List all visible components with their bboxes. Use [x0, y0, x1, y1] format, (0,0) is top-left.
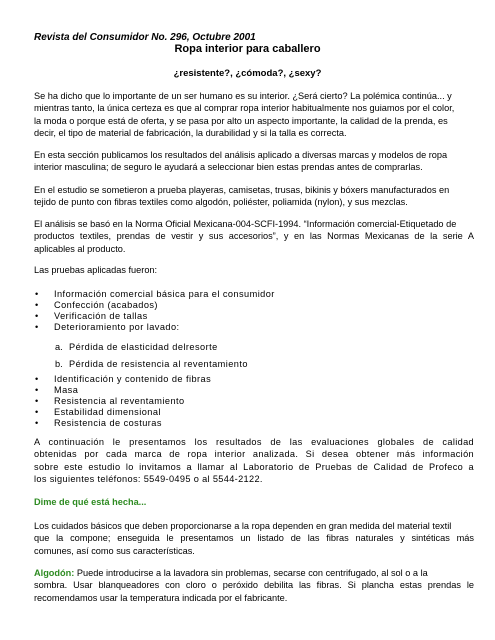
tests-intro: Las pruebas aplicadas fueron: — [34, 265, 158, 275]
cotton-paragraph: Algodón: Puede introducirse a la lavadora sin problemas, secarse con centrifugado, al sol o a la sombra. Usar blanqueadores con cloro o peróxido debilita las fibras. Si plancha estas prendas le recomendamos usar la temperatura indicada por el fabricante. — [34, 568, 474, 603]
bullet-glyph: • — [35, 311, 39, 321]
article-subtitle: ¿resistente?, ¿cómoda?, ¿sexy? — [173, 68, 322, 79]
results-paragraph: En esta sección publicamos los resultados del análisis aplicado a diversas marcas y modelos de ropa interior masculina; de seguro le ayudará a seleccionar bien estas prendas antes de comprarlas. — [34, 150, 448, 173]
bullet-glyph: • — [35, 396, 39, 406]
care-paragraph: Los cuidados básicos que deben proporcionarse a la ropa dependen en gran medida del material textil que la compone; enseguida le presentamos un listado de las fibras naturales y sintéticas más comunes, así como sus características. — [34, 521, 474, 556]
list-item: • Confección (acabados) — [35, 300, 158, 310]
list-item: • Información comercial básica para el consumidor — [35, 289, 275, 299]
list-item: • Estabilidad dimensional — [35, 407, 161, 417]
tests-sublist — [55, 341, 248, 375]
cotton-label: Algodón: — [34, 568, 75, 578]
care-heading: Dime de qué está hecha... — [34, 497, 147, 507]
article-title: Ropa interior para caballero — [174, 43, 321, 55]
bullet-glyph: • — [35, 418, 39, 428]
bullet-glyph: • — [35, 300, 39, 310]
intro-paragraph: Se ha dicho que lo importante de un ser humano es su interior. ¿Será cierto? La polémica continúa... y mientras tanto, la única certeza es que al comprar ropa interior habitualmente nos guiamos por el color, la moda o porque está de oferta, y se pasa por alto un aspecto importante, la calidad de la prenda, es decir, el tipo de material de fabricación, la durabilidad y si la talla es correcta. — [34, 91, 455, 138]
publication-line: Revista del Consumidor No. 296, Octubre 2001 — [34, 32, 256, 43]
bullet-glyph: • — [35, 385, 39, 395]
tests-list-primary — [34, 289, 464, 333]
list-item: • Identificación y contenido de fibras — [35, 374, 212, 384]
bullet-glyph: • — [35, 407, 39, 417]
study-paragraph: En el estudio se sometieron a prueba playeras, camisetas, trusas, bikinis y bóxers manufacturados en tejido de punto con fibras textiles como algodón, poliéster, poliamida (nylon), y sus mezclas. — [34, 185, 450, 208]
bullet-glyph: • — [35, 374, 39, 384]
closing-paragraph: A continuación le presentamos los resultados de las evaluaciones globales de calidad obtenidas por cada marca de ropa interior analizada. Si desea obtener más información sobre este estudio lo invitamos a llamar al Laboratorio de Pruebas de Calidad de Profeco a los siguientes teléfonos: 5549-0495 o al 5544-2122. — [34, 437, 474, 484]
list-item: • Resistencia al reventamiento — [35, 396, 185, 406]
tests-list-secondary — [34, 374, 464, 429]
list-item: • Masa — [35, 385, 79, 395]
bullet-glyph: • — [35, 289, 39, 299]
list-item: • Resistencia de costuras — [35, 418, 162, 428]
list-item: a. Pérdida de elasticidad delresorte — [55, 342, 218, 352]
list-item: b. Pérdida de resistencia al reventamiento — [55, 359, 248, 369]
bullet-glyph: • — [35, 322, 39, 332]
norm-paragraph: El análisis se basó en la Norma Oficial Mexicana-004-SCFI-1994. “Información comercial-Etiquetado de productos textiles, prendas de vestir y sus accesorios”, y en las Normas Mexicanas de la serie A aplicables al producto. — [34, 219, 474, 254]
list-item: • Verificación de tallas — [35, 311, 148, 321]
list-item: • Deterioramiento por lavado: — [35, 322, 180, 332]
